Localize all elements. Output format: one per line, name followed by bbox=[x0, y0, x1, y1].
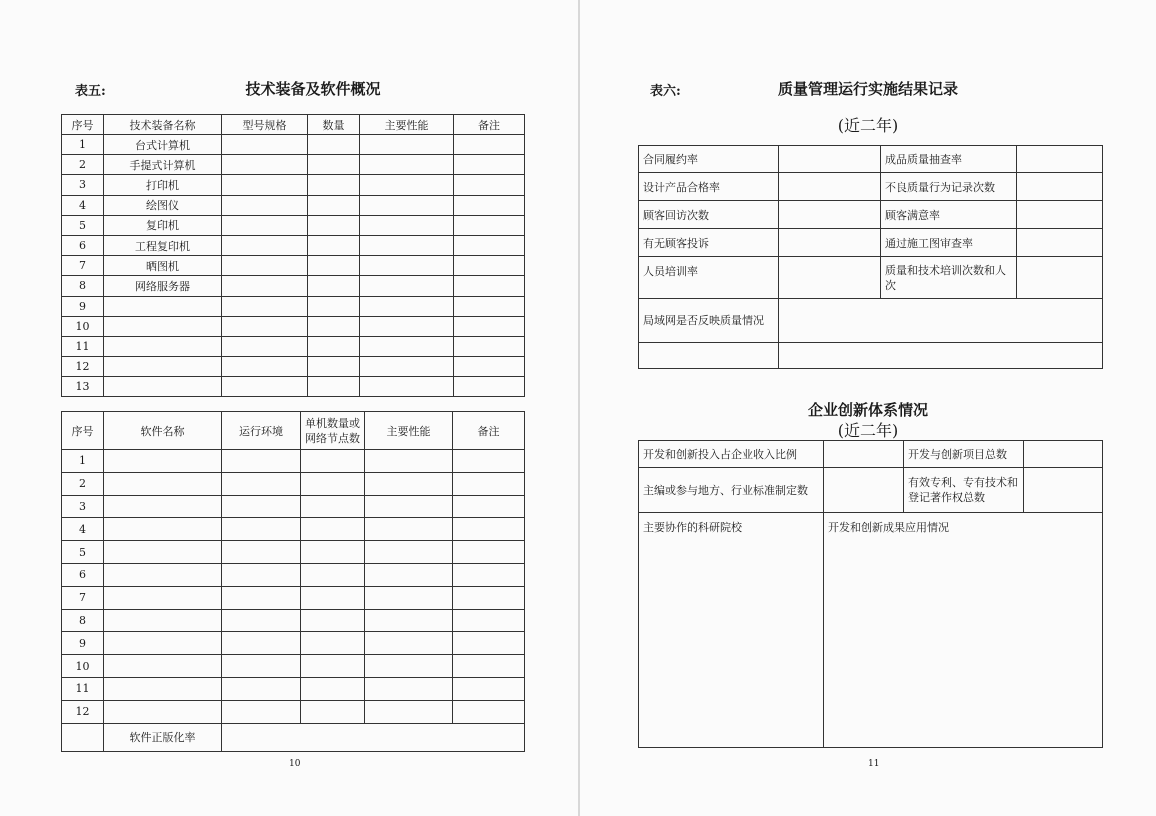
quality-value-cell[interactable] bbox=[1017, 201, 1103, 229]
table-row bbox=[62, 336, 525, 356]
table-row bbox=[62, 563, 525, 586]
table-cell[interactable] bbox=[308, 276, 360, 296]
table-cell[interactable] bbox=[222, 296, 308, 316]
table-row bbox=[62, 700, 525, 723]
table-cell[interactable] bbox=[365, 655, 453, 678]
table-six-label: 表六: bbox=[650, 84, 681, 99]
table-cell[interactable] bbox=[365, 472, 453, 495]
table-cell[interactable] bbox=[453, 518, 525, 541]
table-cell[interactable] bbox=[301, 495, 365, 518]
table-cell[interactable] bbox=[360, 256, 454, 276]
quality-label: 合同履约率 bbox=[639, 146, 779, 173]
table-row bbox=[62, 632, 525, 655]
software-table bbox=[61, 411, 525, 752]
table-cell[interactable] bbox=[104, 700, 222, 723]
table-cell[interactable] bbox=[454, 357, 525, 377]
table-cell[interactable] bbox=[360, 155, 454, 175]
table-cell[interactable] bbox=[104, 677, 222, 700]
column-header: 序号 bbox=[62, 115, 104, 135]
quality-label: 设计产品合格率 bbox=[639, 173, 779, 201]
row-number: 8 bbox=[62, 276, 104, 296]
table-row bbox=[62, 296, 525, 316]
table-cell[interactable] bbox=[454, 296, 525, 316]
table-cell[interactable] bbox=[301, 450, 365, 473]
column-header: 主要性能 bbox=[365, 412, 453, 450]
column-header: 主要性能 bbox=[360, 115, 454, 135]
quality-label: 质量和技术培训次数和人次 bbox=[881, 257, 1017, 299]
row-number: 3 bbox=[62, 175, 104, 195]
table-cell[interactable] bbox=[454, 336, 525, 356]
table-cell[interactable] bbox=[453, 700, 525, 723]
quality-value-cell[interactable] bbox=[1017, 146, 1103, 173]
table-cell[interactable] bbox=[365, 632, 453, 655]
row-number: 6 bbox=[62, 235, 104, 255]
equipment-table bbox=[61, 114, 525, 397]
table-cell[interactable] bbox=[365, 495, 453, 518]
row-number: 1 bbox=[62, 135, 104, 155]
lan-label: 局域网是否反映质量情况 bbox=[639, 299, 779, 343]
software-licensing-value[interactable] bbox=[222, 723, 525, 751]
table-cell[interactable] bbox=[308, 296, 360, 316]
table-cell[interactable] bbox=[104, 541, 222, 564]
quality-value-cell[interactable] bbox=[1017, 229, 1103, 257]
table-row bbox=[62, 155, 525, 175]
table-row bbox=[62, 518, 525, 541]
table-cell[interactable] bbox=[301, 632, 365, 655]
quality-subtitle: (近二年) bbox=[837, 116, 899, 135]
table-row bbox=[62, 195, 525, 215]
table-cell[interactable] bbox=[454, 215, 525, 235]
table-cell[interactable] bbox=[365, 586, 453, 609]
table-cell[interactable] bbox=[222, 195, 308, 215]
table-cell[interactable] bbox=[104, 586, 222, 609]
table-cell[interactable] bbox=[453, 563, 525, 586]
table-row bbox=[62, 357, 525, 377]
table-cell[interactable] bbox=[222, 609, 301, 632]
table-cell[interactable] bbox=[222, 215, 308, 235]
table-cell[interactable] bbox=[222, 450, 301, 473]
equipment-title: 技术装备及软件概况 bbox=[245, 80, 381, 98]
table-cell[interactable] bbox=[308, 175, 360, 195]
innovation-label: 有效专利、专有技术和登记著作权总数 bbox=[904, 468, 1024, 513]
quality-value-cell[interactable] bbox=[1017, 257, 1103, 299]
column-header: 单机数量或网络节点数 bbox=[301, 412, 365, 450]
table-header-row bbox=[62, 115, 525, 135]
row-number: 2 bbox=[62, 472, 104, 495]
table-cell[interactable] bbox=[222, 357, 308, 377]
column-header: 型号规格 bbox=[222, 115, 308, 135]
table-cell[interactable] bbox=[308, 235, 360, 255]
table-cell[interactable] bbox=[301, 700, 365, 723]
table-cell[interactable] bbox=[222, 518, 301, 541]
quality-value-cell[interactable] bbox=[779, 257, 881, 299]
table-cell[interactable] bbox=[454, 155, 525, 175]
table-cell[interactable] bbox=[104, 450, 222, 473]
table-cell[interactable] bbox=[104, 609, 222, 632]
equipment-name: 复印机 bbox=[104, 215, 222, 235]
table-row bbox=[62, 175, 525, 195]
column-header: 软件名称 bbox=[104, 412, 222, 450]
row-number: 9 bbox=[62, 632, 104, 655]
table-cell[interactable] bbox=[222, 495, 301, 518]
table-cell[interactable] bbox=[301, 609, 365, 632]
table-cell[interactable] bbox=[301, 518, 365, 541]
table-cell[interactable] bbox=[360, 135, 454, 155]
quality-label: 不良质量行为记录次数 bbox=[881, 173, 1017, 201]
table-cell[interactable] bbox=[365, 518, 453, 541]
table-cell[interactable] bbox=[222, 655, 301, 678]
row-number: 2 bbox=[62, 155, 104, 175]
table-cell[interactable] bbox=[453, 472, 525, 495]
row-number: 13 bbox=[62, 377, 104, 397]
table-cell[interactable] bbox=[365, 700, 453, 723]
row-number: 7 bbox=[62, 586, 104, 609]
table-cell[interactable] bbox=[222, 316, 308, 336]
table-cell[interactable] bbox=[222, 541, 301, 564]
table-row bbox=[62, 472, 525, 495]
table-cell[interactable] bbox=[301, 655, 365, 678]
table-cell[interactable] bbox=[308, 155, 360, 175]
quality-title: 质量管理运行实施结果记录 bbox=[777, 80, 958, 98]
quality-label: 成品质量抽查率 bbox=[881, 146, 1017, 173]
table-cell[interactable] bbox=[62, 723, 104, 751]
table-cell[interactable] bbox=[454, 195, 525, 215]
table-cell[interactable] bbox=[453, 609, 525, 632]
row-number: 12 bbox=[62, 357, 104, 377]
table-cell[interactable] bbox=[453, 586, 525, 609]
table-cell[interactable] bbox=[222, 700, 301, 723]
table-cell[interactable] bbox=[308, 215, 360, 235]
right-page bbox=[580, 0, 1156, 816]
table-cell[interactable] bbox=[222, 135, 308, 155]
table-cell[interactable] bbox=[453, 677, 525, 700]
table-cell[interactable] bbox=[308, 357, 360, 377]
equipment-name: 手提式计算机 bbox=[104, 155, 222, 175]
table-cell[interactable] bbox=[453, 541, 525, 564]
table-cell[interactable] bbox=[301, 677, 365, 700]
quality-value-cell[interactable] bbox=[779, 146, 881, 173]
equipment-name: 晒图机 bbox=[104, 256, 222, 276]
table-cell[interactable] bbox=[360, 336, 454, 356]
table-cell[interactable] bbox=[454, 175, 525, 195]
row-number: 11 bbox=[62, 677, 104, 700]
table-cell[interactable] bbox=[360, 235, 454, 255]
table-cell[interactable] bbox=[104, 472, 222, 495]
quality-value-cell[interactable] bbox=[779, 201, 881, 229]
table-cell[interactable] bbox=[360, 195, 454, 215]
research-partners-cell[interactable]: 主要协作的科研院校 bbox=[639, 513, 824, 748]
equipment-name: 绘图仪 bbox=[104, 195, 222, 215]
table-cell[interactable] bbox=[222, 155, 308, 175]
column-header: 数量 bbox=[308, 115, 360, 135]
table-cell[interactable] bbox=[104, 495, 222, 518]
table-cell[interactable] bbox=[222, 377, 308, 397]
row-number: 4 bbox=[62, 518, 104, 541]
row-number: 3 bbox=[62, 495, 104, 518]
quality-label: 顾客满意率 bbox=[881, 201, 1017, 229]
table-row bbox=[62, 586, 525, 609]
quality-value-cell[interactable] bbox=[1017, 173, 1103, 201]
equipment-name bbox=[104, 377, 222, 397]
innovation-label: 主编或参与地方、行业标准制定数 bbox=[639, 468, 824, 513]
equipment-name bbox=[104, 357, 222, 377]
table-cell[interactable] bbox=[104, 518, 222, 541]
table-cell[interactable] bbox=[365, 541, 453, 564]
innovation-title: 企业创新体系情况 bbox=[807, 401, 928, 419]
table-cell[interactable] bbox=[104, 632, 222, 655]
row-number: 4 bbox=[62, 195, 104, 215]
innovation-label: 开发与创新项目总数 bbox=[904, 441, 1024, 468]
equipment-name bbox=[104, 336, 222, 356]
table-row bbox=[62, 135, 525, 155]
table-cell[interactable] bbox=[308, 316, 360, 336]
table-cell[interactable] bbox=[365, 677, 453, 700]
table-row bbox=[62, 655, 525, 678]
table-cell[interactable] bbox=[308, 195, 360, 215]
table-cell[interactable] bbox=[360, 215, 454, 235]
table-cell[interactable] bbox=[454, 316, 525, 336]
table-cell[interactable] bbox=[360, 377, 454, 397]
table-cell[interactable] bbox=[222, 256, 308, 276]
table-cell[interactable] bbox=[222, 175, 308, 195]
column-header: 序号 bbox=[62, 412, 104, 450]
table-cell[interactable] bbox=[365, 609, 453, 632]
row-number: 5 bbox=[62, 541, 104, 564]
table-cell[interactable] bbox=[222, 632, 301, 655]
innovation-value-cell[interactable] bbox=[824, 441, 904, 468]
table-cell[interactable] bbox=[104, 655, 222, 678]
table-cell[interactable] bbox=[454, 135, 525, 155]
row-number: 8 bbox=[62, 609, 104, 632]
table-cell[interactable] bbox=[308, 135, 360, 155]
table-row bbox=[62, 316, 525, 336]
table-header-row bbox=[62, 412, 525, 450]
table-cell[interactable] bbox=[454, 377, 525, 397]
empty-cell[interactable] bbox=[639, 343, 779, 369]
table-row bbox=[62, 723, 525, 751]
table-cell[interactable] bbox=[360, 175, 454, 195]
table-cell[interactable] bbox=[454, 276, 525, 296]
table-cell[interactable] bbox=[301, 563, 365, 586]
software-licensing-label: 软件正版化率 bbox=[104, 723, 222, 751]
equipment-name bbox=[104, 316, 222, 336]
table-cell[interactable] bbox=[222, 276, 308, 296]
equipment-name: 打印机 bbox=[104, 175, 222, 195]
row-number: 10 bbox=[62, 316, 104, 336]
table-row bbox=[62, 377, 525, 397]
table-row bbox=[62, 677, 525, 700]
row-number: 9 bbox=[62, 296, 104, 316]
row-number: 12 bbox=[62, 700, 104, 723]
table-cell[interactable] bbox=[453, 495, 525, 518]
page-number-left: 10 bbox=[289, 759, 301, 769]
table-cell[interactable] bbox=[360, 276, 454, 296]
equipment-name: 工程复印机 bbox=[104, 235, 222, 255]
table-cell[interactable] bbox=[222, 677, 301, 700]
quality-label: 通过施工图审查率 bbox=[881, 229, 1017, 257]
table-five-label: 表五: bbox=[75, 84, 106, 99]
innovation-label: 开发和创新投入占企业收入比例 bbox=[639, 441, 824, 468]
row-number: 11 bbox=[62, 336, 104, 356]
table-cell[interactable] bbox=[365, 450, 453, 473]
table-cell[interactable] bbox=[301, 472, 365, 495]
table-cell[interactable] bbox=[365, 563, 453, 586]
row-number: 1 bbox=[62, 450, 104, 473]
empty-cell[interactable] bbox=[779, 343, 1103, 369]
row-number: 7 bbox=[62, 256, 104, 276]
table-cell[interactable] bbox=[222, 235, 308, 255]
innovation-subtitle: (近二年) bbox=[837, 421, 899, 440]
column-header: 运行环境 bbox=[222, 412, 301, 450]
table-cell[interactable] bbox=[308, 377, 360, 397]
innovation-value-cell[interactable] bbox=[1024, 468, 1103, 513]
innovation-value-cell[interactable] bbox=[824, 468, 904, 513]
table-cell[interactable] bbox=[453, 655, 525, 678]
table-row bbox=[62, 256, 525, 276]
table-row bbox=[62, 235, 525, 255]
table-row bbox=[62, 276, 525, 296]
table-cell[interactable] bbox=[360, 296, 454, 316]
table-row bbox=[62, 495, 525, 518]
innovation-results-cell[interactable]: 开发和创新成果应用情况 bbox=[824, 513, 1103, 748]
quality-label: 顾客回访次数 bbox=[639, 201, 779, 229]
table-cell[interactable] bbox=[308, 336, 360, 356]
row-number: 6 bbox=[62, 563, 104, 586]
table-cell[interactable] bbox=[308, 256, 360, 276]
innovation-table bbox=[638, 440, 1103, 748]
table-cell[interactable] bbox=[222, 472, 301, 495]
table-row bbox=[62, 541, 525, 564]
table-cell[interactable] bbox=[453, 632, 525, 655]
table-cell[interactable] bbox=[222, 563, 301, 586]
table-cell[interactable] bbox=[454, 256, 525, 276]
quality-value-cell[interactable] bbox=[779, 173, 881, 201]
table-cell[interactable] bbox=[301, 586, 365, 609]
row-number: 5 bbox=[62, 215, 104, 235]
quality-label: 有无顾客投诉 bbox=[639, 229, 779, 257]
table-cell[interactable] bbox=[104, 563, 222, 586]
table-cell[interactable] bbox=[360, 316, 454, 336]
column-header: 备注 bbox=[454, 115, 525, 135]
table-cell[interactable] bbox=[222, 586, 301, 609]
table-row bbox=[62, 215, 525, 235]
table-cell[interactable] bbox=[301, 541, 365, 564]
column-header: 技术装备名称 bbox=[104, 115, 222, 135]
table-cell[interactable] bbox=[360, 357, 454, 377]
quality-label: 人员培训率 bbox=[639, 257, 779, 299]
column-header: 备注 bbox=[453, 412, 525, 450]
table-cell[interactable] bbox=[453, 450, 525, 473]
page-number-right: 11 bbox=[868, 759, 880, 769]
innovation-value-cell[interactable] bbox=[1024, 441, 1103, 468]
quality-value-cell[interactable] bbox=[779, 229, 881, 257]
quality-table bbox=[638, 145, 1103, 369]
lan-value-cell[interactable] bbox=[779, 299, 1103, 343]
row-number: 10 bbox=[62, 655, 104, 678]
table-row bbox=[62, 450, 525, 473]
equipment-name: 台式计算机 bbox=[104, 135, 222, 155]
equipment-name: 网络服务器 bbox=[104, 276, 222, 296]
table-row bbox=[62, 609, 525, 632]
table-cell[interactable] bbox=[222, 336, 308, 356]
equipment-name bbox=[104, 296, 222, 316]
table-cell[interactable] bbox=[454, 235, 525, 255]
